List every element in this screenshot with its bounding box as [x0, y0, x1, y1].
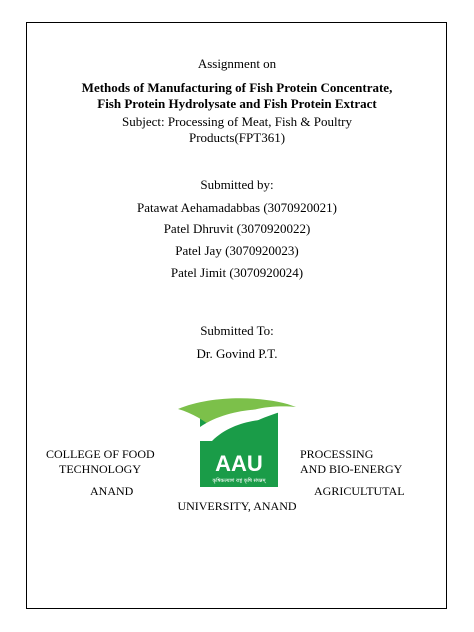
- title-line-1: Methods of Manufacturing of Fish Protein Concentrate,: [81, 80, 393, 95]
- university-logo: [176, 397, 298, 489]
- subject-line-2: Products(FPT361): [188, 130, 286, 145]
- submitted-by-label: Submitted by:: [200, 177, 274, 192]
- member-3: Patel Jay (3070920023): [175, 243, 299, 258]
- college-right-line-3: AGRICULTUTAL: [314, 484, 405, 498]
- logo-tagline: कृषिकल्याणं राष्ट्रं कृषि संपन्नम्: [212, 478, 266, 484]
- college-bottom-line: UNIVERSITY, ANAND: [177, 499, 297, 513]
- college-right-line-2: AND BIO-ENERGY: [300, 462, 403, 476]
- member-1: Patawat Aehamadabbas (3070920021): [136, 200, 337, 215]
- submitted-to-label: Submitted To:: [200, 323, 274, 338]
- subject-line-1: Subject: Processing of Meat, Fish & Poultry: [121, 114, 353, 129]
- supervisor-name: Dr. Govind P.T.: [196, 346, 278, 361]
- assignment-heading: Assignment on: [197, 56, 277, 71]
- member-2: Patel Dhruvit (3070920022): [163, 221, 311, 236]
- logo-text: AAU: [215, 451, 263, 476]
- aau-logo-icon: [176, 397, 298, 489]
- college-left-line-3: ANAND: [90, 484, 134, 498]
- college-left-line-1: COLLEGE OF FOOD: [46, 447, 155, 461]
- college-left-line-2: TECHNOLOGY: [59, 462, 141, 476]
- college-right-line-1: PROCESSING: [300, 447, 374, 461]
- title-line-2: Fish Protein Hydrolysate and Fish Protein Extract: [97, 96, 377, 111]
- member-4: Patel Jimit (3070920024): [170, 265, 304, 280]
